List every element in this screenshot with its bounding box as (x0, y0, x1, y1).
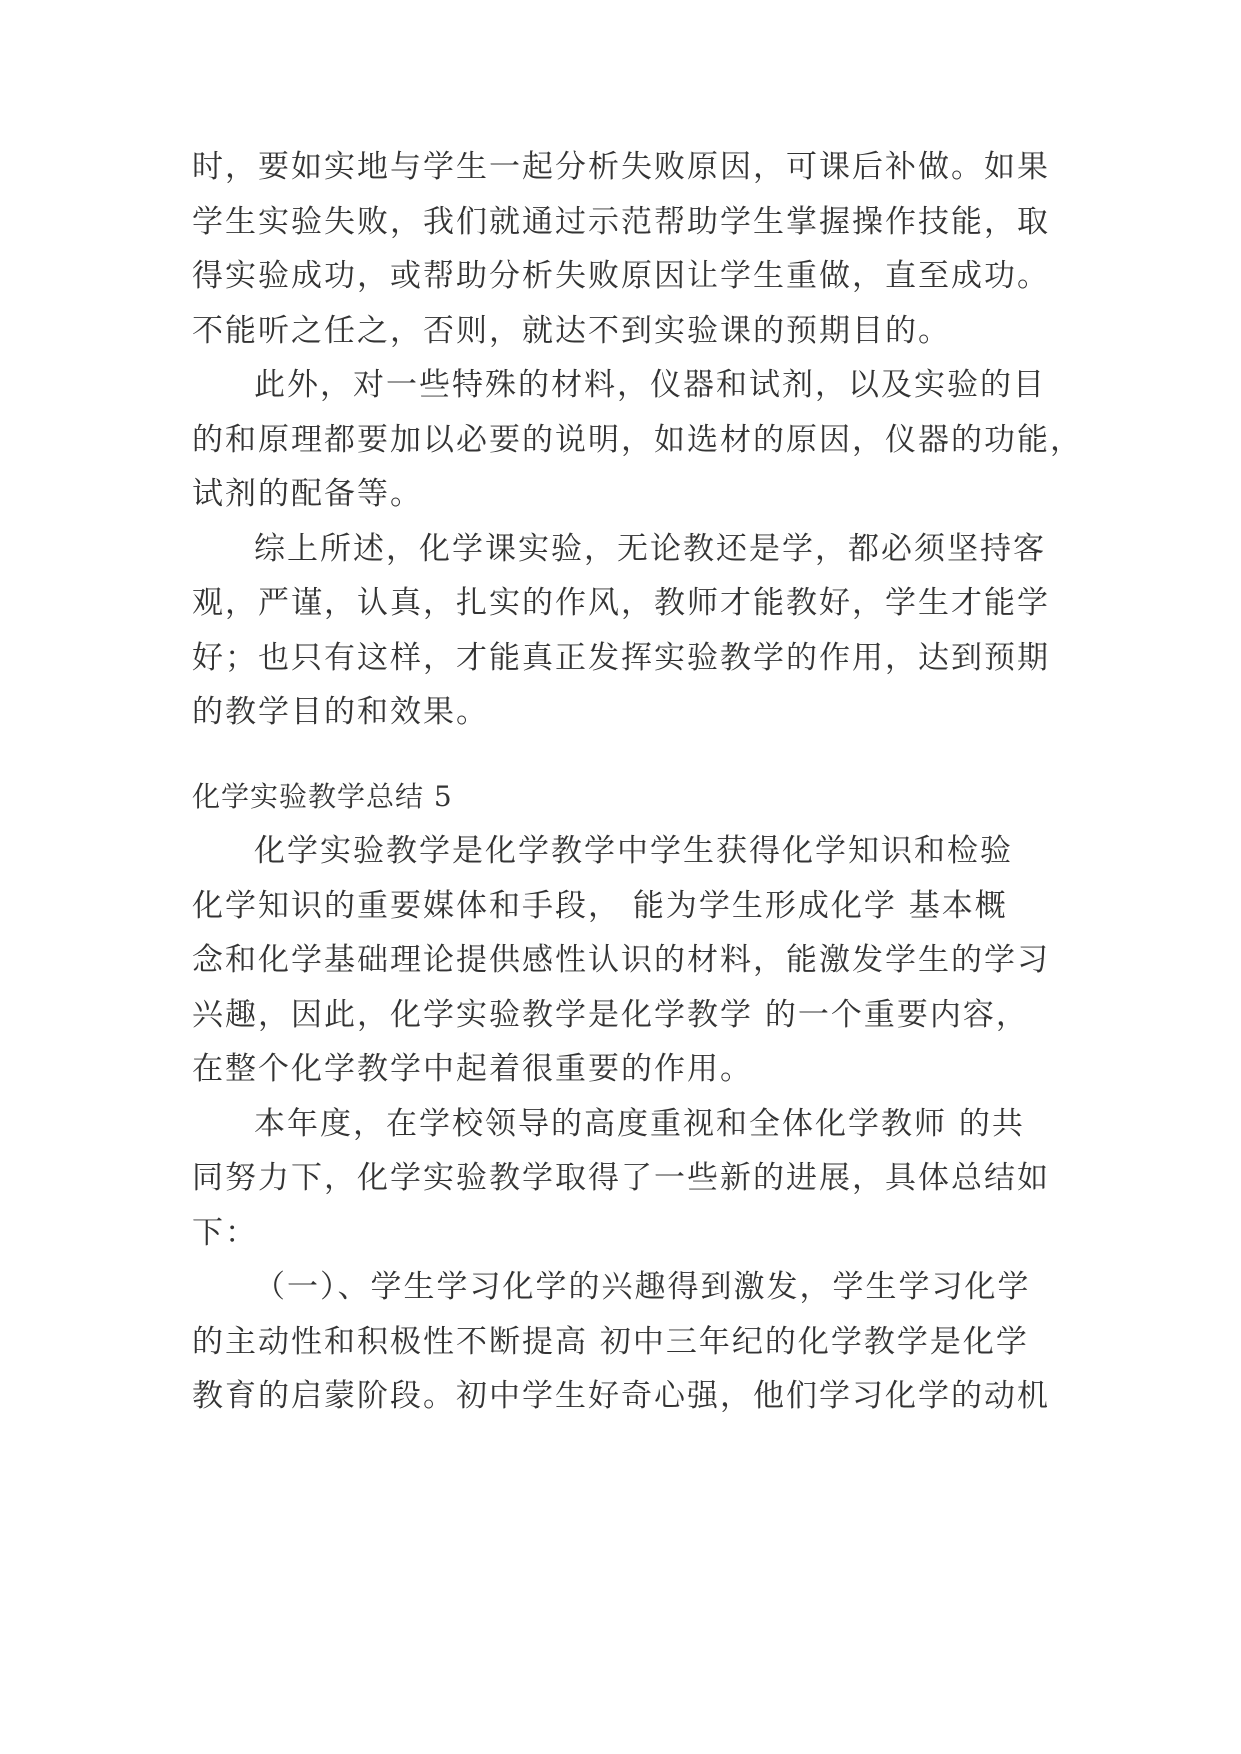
text-line: 综上所述，化学课实验，无论教还是学，都必须坚持客 (254, 531, 1046, 567)
text-line: 在整个化学教学中起着很重要的作用。 (192, 1051, 753, 1087)
text-line: （一）、学生学习化学的兴趣得到激发，学生学习化学 (254, 1269, 1031, 1305)
text-line: 观，严谨，认真，扎实的作风，教师才能教好，学生才能学 (192, 585, 1050, 621)
section-title: 化学实验教学总结 5 (192, 780, 453, 813)
text-line: 好；也只有这样，才能真正发挥实验教学的作用，达到预期 (192, 640, 1050, 676)
text-line: 念和化学基础理论提供感性认识的材料，能激发学生的学习 (192, 942, 1050, 978)
text-line: 同努力下，化学实验教学取得了一些新的进展，具体总结如 (192, 1160, 1050, 1196)
text-line: 此外，对一些特殊的材料，仪器和试剂，以及实验的目 (254, 367, 1046, 403)
text-line: 得实验成功，或帮助分析失败原因让学生重做，直至成功。 (192, 258, 1050, 294)
text-line: 教育的启蒙阶段。初中学生好奇心强，他们学习化学的动机 (192, 1378, 1050, 1414)
text-line: 学生实验失败，我们就通过示范帮助学生掌握操作技能，取 (192, 204, 1050, 240)
text-line: 的主动性和积极性不断提高 初中三年纪的化学教学是化学 (192, 1324, 1029, 1360)
text-line: 兴趣，因此，化学实验教学是化学教学 的一个重要内容， (192, 997, 1029, 1033)
text-line: 的教学目的和效果。 (192, 694, 489, 730)
text-line: 本年度，在学校领导的高度重视和全体化学教师 的共 (254, 1106, 1025, 1142)
text-line: 时，要如实地与学生一起分析失败原因，可课后补做。如果 (192, 149, 1050, 185)
text-line: 不能听之任之，否则，就达不到实验课的预期目的。 (192, 313, 951, 349)
text-line: 化学实验教学是化学教学中学生获得化学知识和检验 (254, 833, 1013, 869)
text-line: 的和原理都要加以必要的说明，如选材的原因，仪器的功能， (192, 422, 1083, 458)
text-line: 化学知识的重要媒体和手段， 能为学生形成化学 基本概 (192, 888, 1008, 924)
text-line: 下： (192, 1215, 258, 1251)
text-line: 试剂的配备等。 (192, 476, 423, 512)
